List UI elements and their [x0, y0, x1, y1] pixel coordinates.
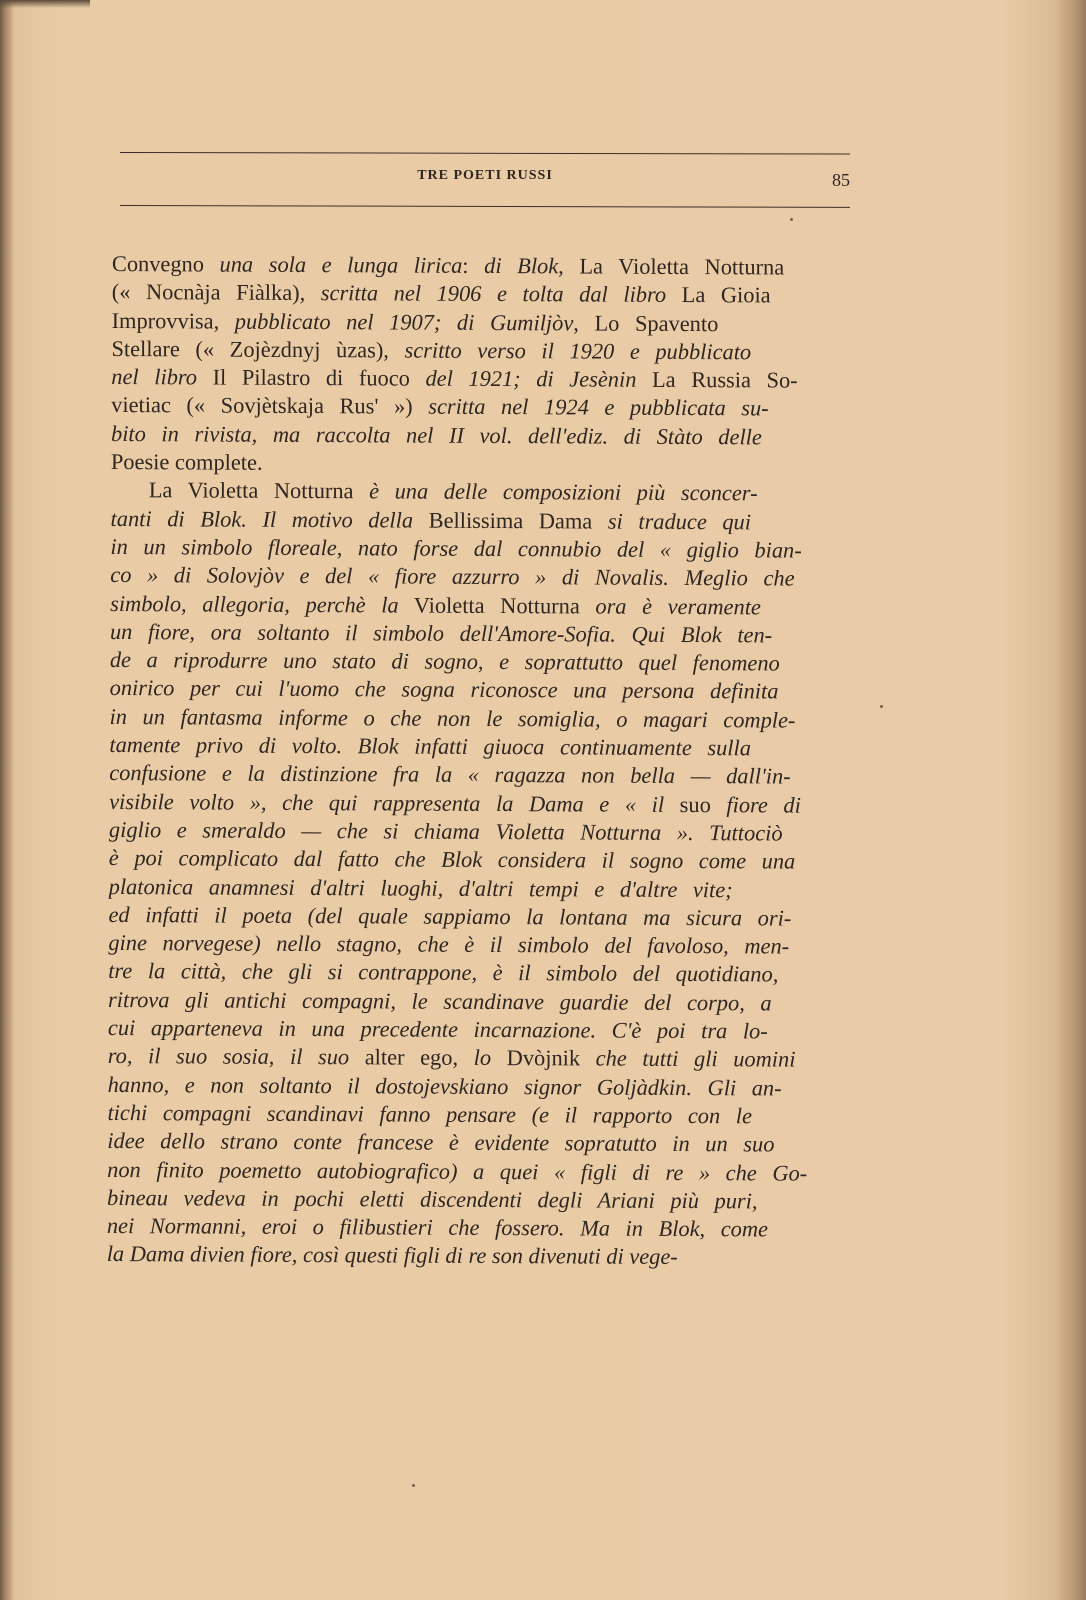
italic-text: cui apparteneva in una precedente incarnazione. C'è poi tra lo- [107, 1015, 768, 1044]
text-line [109, 731, 847, 763]
text-line [108, 1042, 846, 1074]
italic-text: hanno, e non soltanto il dostojevskiano signor Goljàdkin. Gli an- [107, 1071, 782, 1101]
italic-text: in un simbolo floreale, nato forse dal connubio del « giglio bian- [110, 533, 802, 563]
italic-text: nel libro [111, 364, 198, 390]
text-line [109, 759, 847, 791]
italic-text: idee dello strano conte francese è evidente sopratutto in un suo [107, 1128, 775, 1157]
text-line [107, 1099, 845, 1131]
italic-text: tanti di Blok. Il motivo della [110, 505, 414, 533]
text-line [110, 618, 848, 650]
italic-text: confusione e la distinzione fra la « ragazza non bella — dall'in- [109, 760, 791, 789]
roman-text: Convegno [111, 250, 220, 277]
italic-text: ed infatti il poeta (del quale sappiamo la lontana ma sicura ori- [108, 901, 792, 931]
roman-text: Il Pilastro di fuoco [196, 364, 426, 391]
header-rule-top [120, 152, 850, 155]
paper-speck [412, 1484, 415, 1487]
roman-text: Stellare (« Zojèzdnyj ùzas), [111, 335, 405, 363]
paper-speck [880, 705, 883, 708]
text-line [112, 307, 850, 339]
italic-text: co » di Solovjòv e del « fiore azzurro » di Novalis. Meglio che [110, 562, 795, 591]
text-line [109, 844, 847, 876]
italic-text: tichi compagni scandinavi fanno pensare (e il rapporto con le [107, 1099, 753, 1129]
header-rule-bottom [120, 205, 850, 208]
text-line [109, 873, 847, 905]
roman-text: suo [664, 791, 727, 817]
italic-text: è una delle composizioni più sconcer- [369, 478, 758, 506]
italic-text: lo [473, 1045, 492, 1071]
text-line [110, 590, 848, 622]
italic-text: ora è veramente [595, 593, 761, 619]
text-line [111, 476, 887, 508]
italic-text: bito in rivista, ma raccolta nel II vol. dell'ediz. di Stàto delle [110, 420, 762, 450]
roman-text: : [462, 252, 485, 278]
roman-text: alter ego, [349, 1044, 474, 1071]
text-line [111, 448, 849, 480]
italic-text: de a riprodurre uno stato di sogno, e soprattutto quel fenomeno [109, 647, 780, 676]
roman-text: La Russia So- [636, 366, 798, 393]
italic-text: nei Normanni, eroi o filibustieri che fossero. Ma in Blok, come [106, 1213, 769, 1242]
italic-text: fiore di [726, 791, 801, 818]
italic-text: simbolo, allegoria, perchè la [110, 590, 399, 618]
roman-text: Dvòjnik [491, 1045, 596, 1071]
roman-text: La Violetta Notturna [148, 477, 370, 504]
body-text [107, 250, 850, 1273]
text-line [109, 703, 847, 735]
italic-text: la Dama divien fiore, così questi figli di re son divenuti di vege- [106, 1241, 678, 1270]
text-line [107, 1127, 845, 1159]
italic-text: ritrova gli antichi compagni, le scandinave guardie del corpo, a [108, 986, 772, 1016]
italic-text: scritto verso il 1920 e pubblicato [404, 337, 752, 365]
italic-text: giglio e smeraldo — che si chiama Violetta Notturna ». Tuttociò [108, 816, 783, 846]
text-line [107, 1212, 845, 1244]
running-head [120, 166, 850, 192]
italic-text: un fiore, ora soltanto il simbolo dell'Amore-Sofia. Qui Blok ten- [109, 618, 773, 648]
italic-text: visibile volto », che qui rappresenta la Dama e « il [109, 788, 665, 817]
paper-speck [790, 218, 793, 221]
italic-text: ro, il suo sosia, il suo [107, 1043, 350, 1070]
text-line [111, 391, 849, 423]
italic-text: del 1921; di Jesènin [425, 365, 637, 392]
text-line [111, 363, 849, 395]
italic-text: di Blok [484, 252, 559, 279]
roman-text: , Lo Spavento [573, 310, 719, 336]
italic-text: in un fantasma informe o che non le somiglia, o magari comple- [109, 703, 796, 733]
italic-text: tre la città, che gli si contrappone, è il simbolo del quotidiano, [108, 958, 779, 987]
text-line [107, 1240, 845, 1272]
italic-text: non finito poemetto autobiografico) a quei « figli di re » che Go- [107, 1156, 808, 1186]
text-line [109, 816, 847, 848]
italic-text: tamente privo di volto. Blok infatti giuoca continuamente sulla [109, 732, 752, 761]
page-number: 85 [832, 170, 850, 190]
roman-text: , La Violetta Notturna [558, 253, 785, 280]
text-line [111, 420, 849, 452]
text-line [107, 1155, 845, 1187]
text-line [112, 250, 850, 282]
italic-text: è poi complicato dal fatto che Blok considera il sogno come una [108, 845, 796, 874]
italic-text: bineau vedeva in pochi eletti discendenti degli Ariani più puri, [106, 1184, 758, 1214]
italic-text: scritta nel 1924 e pubblicata su- [428, 394, 769, 421]
text-line [108, 901, 846, 933]
page-corner [0, 0, 90, 8]
text-line [110, 674, 848, 706]
text-line [108, 957, 846, 989]
italic-text: scritta nel 1906 e tolta dal libro [320, 280, 667, 308]
text-line [108, 986, 846, 1018]
roman-text: Improvvisa, [111, 307, 235, 334]
italic-text: si traduce qui [607, 508, 752, 535]
roman-text: La Gioia [666, 282, 771, 308]
text-line [112, 278, 850, 310]
italic-text: pubblicato nel 1907; di Gumiljòv [234, 308, 574, 336]
italic-text: onirico per cui l'uomo che sogna riconosce una persona definita [109, 675, 779, 704]
italic-text: gine norvegese) nello stagno, che è il simbolo del favoloso, men- [108, 930, 790, 959]
page-edge [1056, 0, 1086, 1600]
roman-text: Violetta Notturna [398, 592, 596, 619]
text-line [111, 505, 849, 537]
text-line [107, 1184, 845, 1216]
italic-text: platonica anamnesi d'altri luoghi, d'altri tempi e d'altre vite; [108, 873, 733, 902]
roman-text: vietiac (« Sovjètskaja Rus' ») [111, 392, 429, 420]
header-title: TRE POETI RUSSI [417, 168, 553, 183]
text-line [108, 1014, 846, 1046]
text-line [110, 646, 848, 678]
binding-shadow [0, 0, 14, 1600]
text-line [108, 929, 846, 961]
roman-text: Bellissima Dama [413, 507, 608, 534]
roman-text: (« Nocnàja Fiàlka), [111, 279, 321, 306]
text-line [110, 561, 848, 593]
text-line [108, 1071, 846, 1103]
italic-text: una sola e lunga lirica [219, 251, 463, 278]
text-line [111, 335, 849, 367]
roman-text: Poesie complete. [110, 449, 263, 475]
italic-text: che tutti gli uomini [595, 1045, 796, 1072]
text-line [110, 533, 848, 565]
text-line [109, 788, 847, 820]
